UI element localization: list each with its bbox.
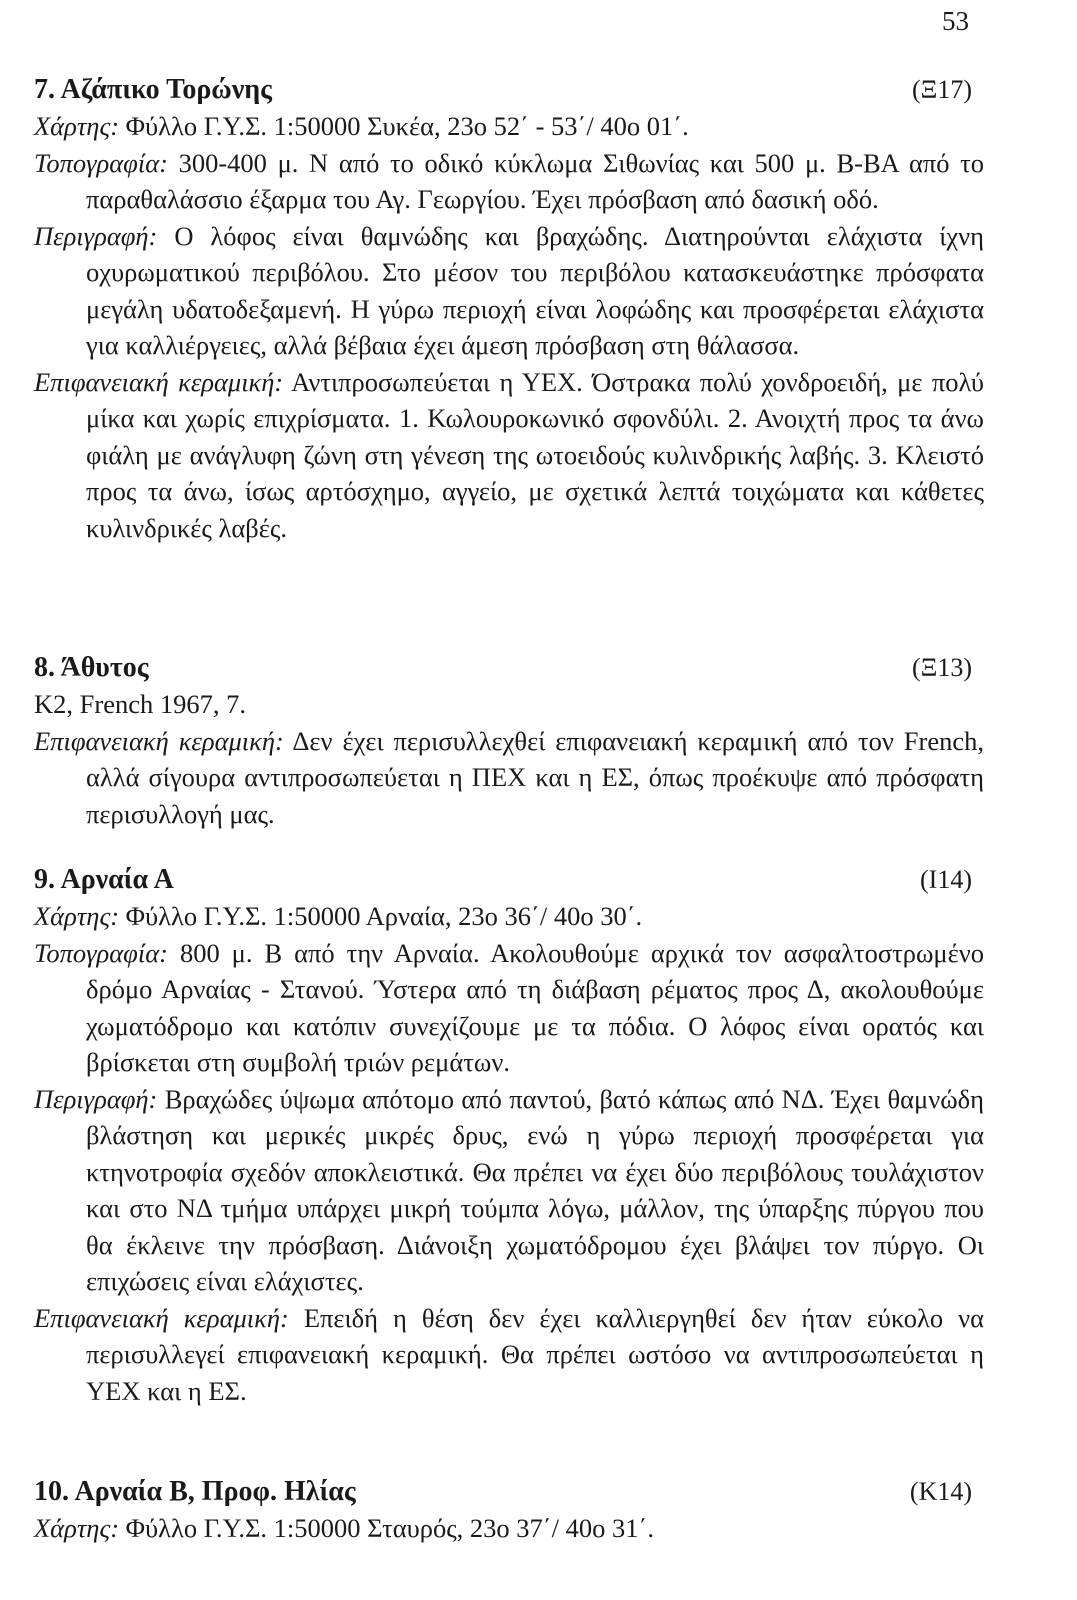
field-description: Περιγραφή: Ο λόφος είναι θαμνώδης και βραχώδης. Διατηρούνται ελάχιστα ίχνη οχυρωματικού περιβόλου. Στο μέσον του περιβόλου κατασκευάστηκε πρόσφατα μεγάλη υδατοδεξαμενή. Η γύρω περιοχή είναι λοφώδης και προσφέρεται ελάχιστα για καλλιέργειες, αλλά βέβαια έχει άμεση πρόσβαση στη θάλασσα. bbox=[34, 220, 985, 360]
entry-9 bbox=[34, 862, 984, 1409]
field-description: Περιγραφή: Βραχώδες ύψωμα απότομο από παντού, βατό κάπως από ΝΔ. Έχει θαμνώδη βλάστηση και μερικές μικρές δρυς, ενώ η γύρω περιοχή προσφέρεται για κτηνοτροφία σχεδόν αποκλειστικά. Θα πρέπει να έχει δύο περιβόλους τουλάχιστον και στο ΝΔ τμήμα υπάρχει μικρή τούμπα λόγω, μάλλον, της ύπαρξης πύργου που θα έκλεινε την πρόσβαση. Διάνοιξη χωματόδρομου έχει βλάψει τον πύργο. Οι επιχώσεις είναι ελάχιστες. bbox=[34, 1083, 984, 1296]
entry-10 bbox=[34, 1474, 984, 1547]
entry-title: 10. Αρναία Β, Προφ. Ηλίας bbox=[34, 1476, 356, 1507]
field-surface-pottery: Επιφανειακή κεραμική: Δεν έχει περισυλλεχθεί επιφανειακή κεραμική από τον French, αλλά σίγουρα αντιπροσωπεύεται η ΠΕΧ και η ΕΣ, όπως προέκυψε από πρόσφατη περισυλλογή μας. bbox=[34, 725, 985, 829]
entry-reference: K2, French 1967, 7. bbox=[34, 689, 246, 719]
entry-code: (Κ14) bbox=[909, 1477, 972, 1506]
entry-code: (Ι14) bbox=[920, 865, 972, 894]
field-map: Χάρτης: Φύλλο Γ.Υ.Σ. 1:50000 Σταυρός, 23ο 37΄/ 40ο 31΄. bbox=[34, 1513, 654, 1543]
entry-heading bbox=[34, 862, 984, 898]
entry-title: 8. Άθυτος bbox=[34, 652, 149, 683]
field-map: Χάρτης: Φύλλο Γ.Υ.Σ. 1:50000 Αρναία, 23ο 36΄/ 40ο 30΄. bbox=[34, 901, 643, 931]
entry-heading bbox=[34, 1474, 984, 1510]
field-surface-pottery: Επιφανειακή κεραμική: Αντιπροσωπεύεται η ΥΕΧ. Όστρακα πολύ χονδροειδή, με πολύ μίκα και χωρίς επιχρίσματα. 1. Κωλουροκωνικό σφονδύλι. 2. Ανοιχτή προς τα άνω φιάλη με ανάγλυφη ζώνη στη γένεση της ωτοειδούς κυλινδρικής λαβής. 3. Κλειστό προς τα άνω, ίσως αρτόσχημο, αγγείο, με σχετικά λεπτά τοιχώματα και κάθετες κυλινδρικές λαβές. bbox=[34, 366, 984, 543]
entry-heading bbox=[34, 72, 984, 108]
field-topography: Τοπογραφία: 300-400 μ. Ν από το οδικό κύκλωμα Σιθωνίας και 500 μ. Β-ΒΑ από το παραθαλάσσιο έξαρμα του Αγ. Γεωργίου. Έχει πρόσβαση από δασική οδό. bbox=[34, 147, 985, 214]
field-topography: Τοπογραφία: 800 μ. Β από την Αρναία. Ακολουθούμε αρχικά τον ασφαλτοστρωμένο δρόμο Αρναίας - Στανού. Ύστερα από τη διάβαση ρέματος προς Δ, ακολουθούμε χωματόδρομο και κατόπιν συνεχίζουμε με τα πόδια. Ο λόφος είναι ορατός και βρίσκεται στη συμβολή τριών ρεμάτων. bbox=[34, 937, 984, 1077]
field-map: Χάρτης: Φύλλο Γ.Υ.Σ. 1:50000 Συκέα, 23ο 52΄ - 53΄/ 40ο 01΄. bbox=[34, 111, 689, 141]
entry-title: 7. Αζάπικο Τορώνης bbox=[34, 74, 272, 105]
entry-8 bbox=[34, 650, 984, 832]
page-number: 53 bbox=[942, 6, 969, 36]
entry-code: (Ξ13) bbox=[911, 653, 972, 682]
entry-code: (Ξ17) bbox=[911, 75, 972, 104]
field-surface-pottery: Επιφανειακή κεραμική: Επειδή η θέση δεν έχει καλλιεργηθεί δεν ήταν εύκολο να περισυλλεγεί επιφανειακή κεραμική. Θα πρέπει ωστόσο να αντιπροσωπεύεται η ΥΕΧ και η ΕΣ. bbox=[34, 1302, 985, 1406]
entry-7 bbox=[34, 72, 984, 546]
entry-heading bbox=[34, 650, 984, 686]
entry-title: 9. Αρναία Α bbox=[34, 864, 174, 895]
